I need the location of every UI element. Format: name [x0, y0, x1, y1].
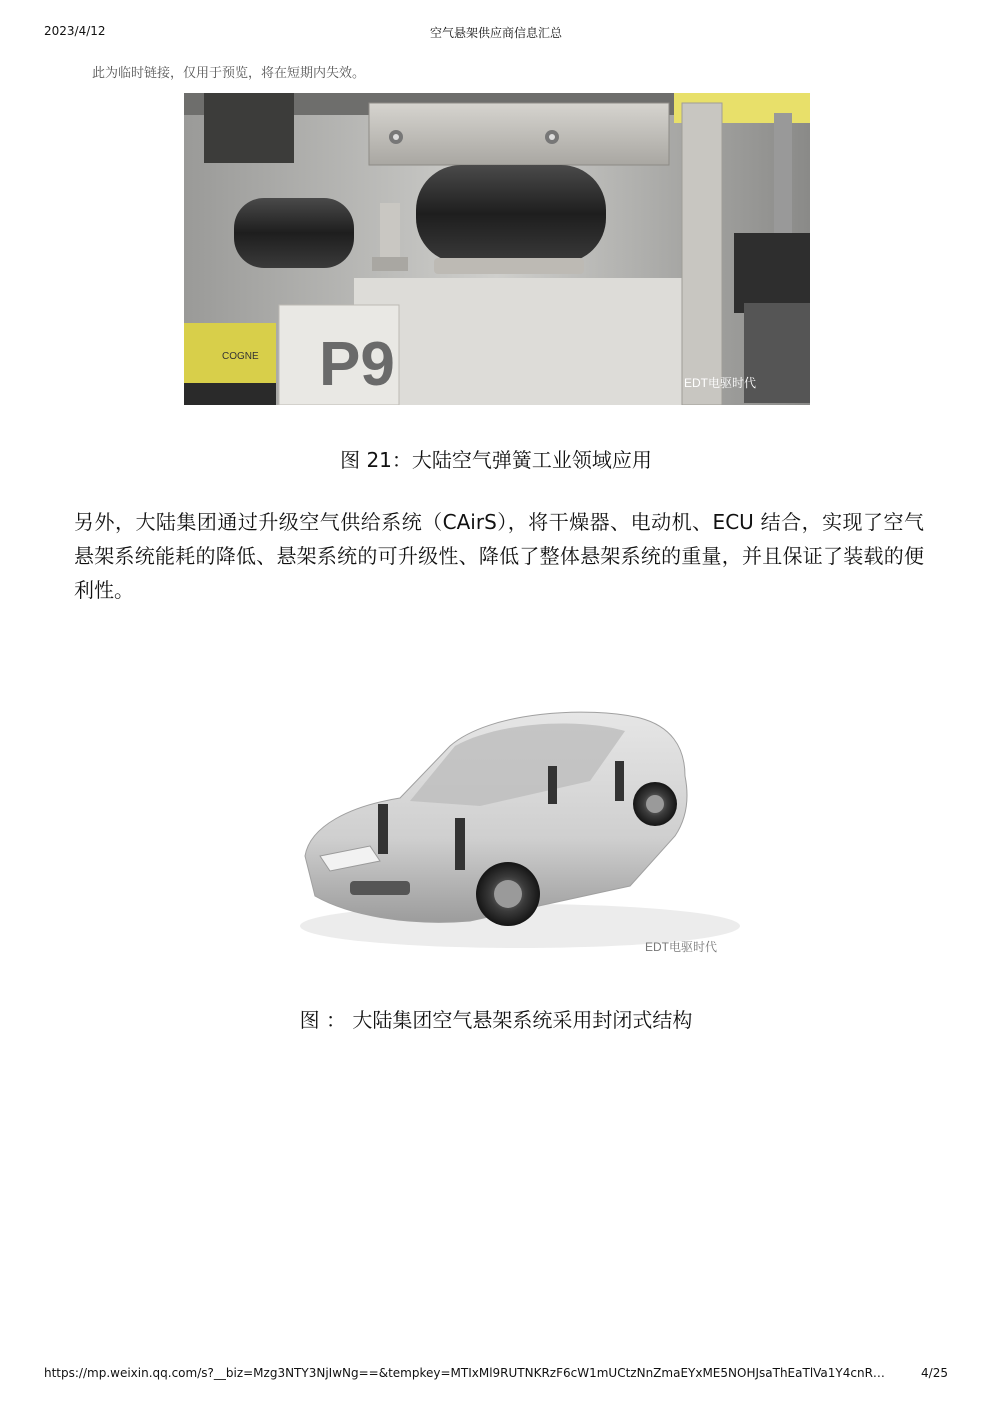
header-title: 空气悬架供应商信息汇总: [429, 26, 562, 40]
air-spring-industrial-photo: [184, 93, 810, 405]
watermark-2: EDT电驱时代: [645, 940, 718, 954]
figure-caption-2: 图 ： 大陆集团空气悬架系统采用封闭式结构: [299, 1008, 693, 1032]
car-air-suspension-photo: [290, 686, 760, 962]
footer-url: https://mp.weixin.qq.com/s?__biz=Mzg3NTY3NjIwNg==&tempkey=MTIxMl9RUTNKRzF6cW1mUCtzNnZmaEYxME5NOHJsaThEaTlVa1Y4cnR…: [44, 1366, 885, 1380]
footer-page-number: 4/25: [921, 1366, 948, 1380]
temporary-link-notice: 此为临时链接，仅用于预览，将在短期内失效。: [92, 66, 366, 81]
body-paragraph: 另外，大陆集团通过升级空气供给系统（CAirS），将干燥器、电动机、ECU 结合，实现了空气悬架系统能耗的降低、悬架系统的可升级性、降低了整体悬架系统的重量，并且保证了装载的便利性。: [74, 510, 924, 602]
figure-21-caption: 图 21：大陆空气弹簧工业领域应用: [340, 448, 652, 472]
header-date: 2023/4/12: [44, 24, 106, 38]
watermark-1: EDT电驱时代: [684, 376, 757, 390]
camera-brand-text: COGNE: [222, 351, 259, 362]
p9-label: P9: [319, 330, 395, 399]
